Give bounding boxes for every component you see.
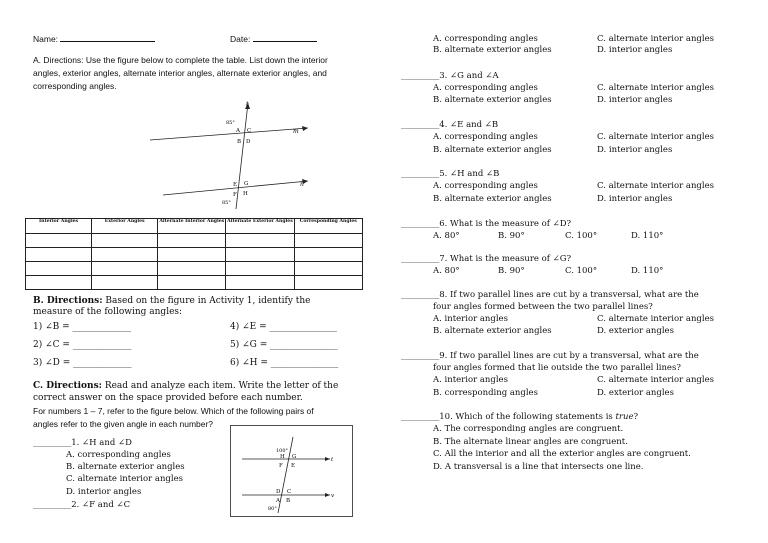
label-t: t bbox=[331, 457, 334, 463]
q9-option-c[interactable]: C. alternate interior angles bbox=[597, 375, 714, 385]
label-m: m bbox=[293, 128, 299, 135]
q2-option-d[interactable]: D. interior angles bbox=[597, 45, 673, 55]
table-header: Exterior Angles bbox=[92, 219, 158, 234]
label-C: C bbox=[287, 489, 292, 495]
q10-option-b[interactable]: B. The alternate linear angles are congruent. bbox=[433, 437, 628, 447]
question-8-line-1: _________8. If two parallel lines are cut by a transversal, what are the bbox=[401, 290, 699, 300]
q6-option-d[interactable]: D. 110° bbox=[631, 231, 664, 241]
table-row bbox=[26, 248, 363, 262]
label-B: B bbox=[286, 498, 291, 504]
section-c-directions-2: correct answer on the space provided before each number. bbox=[33, 393, 303, 403]
q3-option-b[interactable]: B. alternate exterior angles bbox=[433, 95, 552, 105]
q1-option-a[interactable]: A. corresponding angles bbox=[66, 450, 171, 460]
q1-option-b[interactable]: B. alternate exterior angles bbox=[66, 462, 185, 472]
label-A: A bbox=[276, 498, 280, 504]
q8-option-c[interactable]: C. alternate interior angles bbox=[597, 314, 714, 324]
q5-option-d[interactable]: D. interior angles bbox=[597, 194, 673, 204]
question-9-line-2: four angles formed that lie outside the two parallel lines? bbox=[433, 363, 681, 373]
label-D: D bbox=[276, 489, 281, 495]
section-a-directions-1: A. Directions: Use the figure below to complete the table. List down the interior bbox=[33, 55, 328, 65]
q10-option-c[interactable]: C. All the interior and all the exterior angles are congruent. bbox=[433, 449, 691, 459]
section-c-directions-1: C. Directions: Read and analyze each item. Write the letter of the bbox=[33, 381, 339, 391]
q7-option-a[interactable]: A. 80° bbox=[433, 266, 460, 276]
question-6: _________6. What is the measure of ∠D? bbox=[401, 219, 572, 229]
q6-option-c[interactable]: C. 100° bbox=[565, 231, 598, 241]
question-5: _________5. ∠H and ∠B bbox=[401, 169, 500, 179]
table-header: Alternate Exterior Angles bbox=[226, 219, 294, 234]
name-field[interactable] bbox=[60, 41, 155, 42]
label-angle-bottom: 85° bbox=[222, 200, 231, 206]
date-field[interactable] bbox=[253, 41, 317, 42]
label-E: E bbox=[291, 463, 296, 469]
question-8-line-2: four angles formed between the two parallel lines? bbox=[433, 302, 653, 312]
table-header: Corresponding Angles bbox=[294, 219, 362, 234]
question-3: _________3. ∠G and ∠A bbox=[401, 71, 499, 81]
angles-table bbox=[25, 218, 363, 290]
q8-option-d[interactable]: D. exterior angles bbox=[597, 326, 674, 336]
b-item-1: 1) ∠B = _____________ bbox=[33, 322, 132, 332]
label-C: C bbox=[247, 128, 252, 134]
section-a-directions-2: angles, exterior angles, alternate interior angles, alternate exterior angles, and bbox=[33, 68, 327, 78]
table-row bbox=[26, 276, 363, 290]
q1-option-d[interactable]: D. interior angles bbox=[66, 487, 142, 497]
label-F: F bbox=[279, 463, 283, 469]
q7-option-d[interactable]: D. 110° bbox=[631, 266, 664, 276]
label-F: F bbox=[233, 192, 237, 198]
question-10: _________10. Which of the following statements is true? bbox=[401, 412, 639, 422]
section-b-directions-2: measure of the following angles: bbox=[33, 307, 183, 317]
q4-option-c[interactable]: C. alternate interior angles bbox=[597, 132, 714, 142]
section-c-directions-4: angles refer to the given angle in each number? bbox=[33, 419, 214, 429]
q8-option-a[interactable]: A. interior angles bbox=[433, 314, 508, 324]
table-header: Alternate Interior Angles bbox=[158, 219, 226, 234]
q9-option-d[interactable]: D. exterior angles bbox=[597, 388, 674, 398]
q5-option-c[interactable]: C. alternate interior angles bbox=[597, 181, 714, 191]
section-c-directions-3: For numbers 1 – 7, refer to the figure below. Which of the following pairs of bbox=[33, 406, 314, 416]
q8-option-b[interactable]: B. alternate exterior angles bbox=[433, 326, 552, 336]
section-b-directions-1: B. Directions: Based on the figure in Activity 1, identify the bbox=[33, 296, 311, 306]
label-A: A bbox=[236, 128, 240, 134]
label-B: B bbox=[237, 139, 242, 145]
label-angle-top: 100° bbox=[276, 448, 289, 454]
q6-option-a[interactable]: A. 80° bbox=[433, 231, 460, 241]
q9-option-a[interactable]: A. interior angles bbox=[433, 375, 508, 385]
label-angle-top: 85° bbox=[226, 120, 235, 126]
q2-option-a[interactable]: A. corresponding angles bbox=[433, 34, 538, 44]
name-label: Name: bbox=[33, 34, 155, 44]
label-D: D bbox=[246, 139, 251, 145]
q4-option-d[interactable]: D. interior angles bbox=[597, 145, 673, 155]
q3-option-d[interactable]: D. interior angles bbox=[597, 95, 673, 105]
parallel-lines-figure-c bbox=[230, 425, 353, 517]
label-E: E bbox=[233, 182, 238, 188]
q7-option-b[interactable]: B. 90° bbox=[498, 266, 525, 276]
question-9-line-1: _________9. If two parallel lines are cut by a transversal, what are the bbox=[401, 351, 699, 361]
b-item-5: 5) ∠G = _______________ bbox=[230, 340, 338, 350]
question-2: _________2. ∠F and ∠C bbox=[33, 500, 131, 510]
date-label: Date: bbox=[230, 34, 317, 44]
q4-option-b[interactable]: B. alternate exterior angles bbox=[433, 145, 552, 155]
question-7: _________7. What is the measure of ∠G? bbox=[401, 254, 572, 264]
b-item-3: 3) ∠D = _____________ bbox=[33, 358, 132, 368]
label-v: v bbox=[331, 493, 335, 499]
table-row bbox=[26, 234, 363, 248]
question-4: _________4. ∠E and ∠B bbox=[401, 120, 499, 130]
q3-option-a[interactable]: A. corresponding angles bbox=[433, 83, 538, 93]
label-angle-bottom: 80° bbox=[268, 506, 277, 512]
q5-option-b[interactable]: B. alternate exterior angles bbox=[433, 194, 552, 204]
q6-option-b[interactable]: B. 90° bbox=[498, 231, 525, 241]
q2-option-c[interactable]: C. alternate interior angles bbox=[597, 34, 714, 44]
b-item-4: 4) ∠E = _______________ bbox=[230, 322, 337, 332]
section-a-directions-3: corresponding angles. bbox=[33, 81, 117, 91]
q9-option-b[interactable]: B. corresponding angles bbox=[433, 388, 538, 398]
label-H: H bbox=[280, 454, 285, 460]
label-n: n bbox=[300, 181, 304, 188]
label-t: t bbox=[246, 101, 249, 108]
b-item-2: 2) ∠C = _____________ bbox=[33, 340, 132, 350]
q1-option-c[interactable]: C. alternate interior angles bbox=[66, 474, 183, 484]
q4-option-a[interactable]: A. corresponding angles bbox=[433, 132, 538, 142]
parallel-lines-figure-a bbox=[148, 97, 318, 215]
q10-option-a[interactable]: A. The corresponding angles are congruent. bbox=[433, 424, 624, 434]
q7-option-c[interactable]: C. 100° bbox=[565, 266, 598, 276]
b-item-6: 6) ∠H = _______________ bbox=[230, 358, 339, 368]
question-1: _________1. ∠H and ∠D bbox=[33, 438, 132, 448]
q10-option-d[interactable]: D. A transversal is a line that intersects one line. bbox=[433, 462, 644, 472]
label-G: G bbox=[244, 181, 249, 187]
label-H: H bbox=[243, 191, 248, 197]
q5-option-a[interactable]: A. corresponding angles bbox=[433, 181, 538, 191]
label-G: G bbox=[292, 454, 297, 460]
table-header: Interior Angles bbox=[26, 219, 92, 234]
q2-option-b[interactable]: B. alternate exterior angles bbox=[433, 45, 552, 55]
table-row bbox=[26, 262, 363, 276]
q3-option-c[interactable]: C. alternate interior angles bbox=[597, 83, 714, 93]
